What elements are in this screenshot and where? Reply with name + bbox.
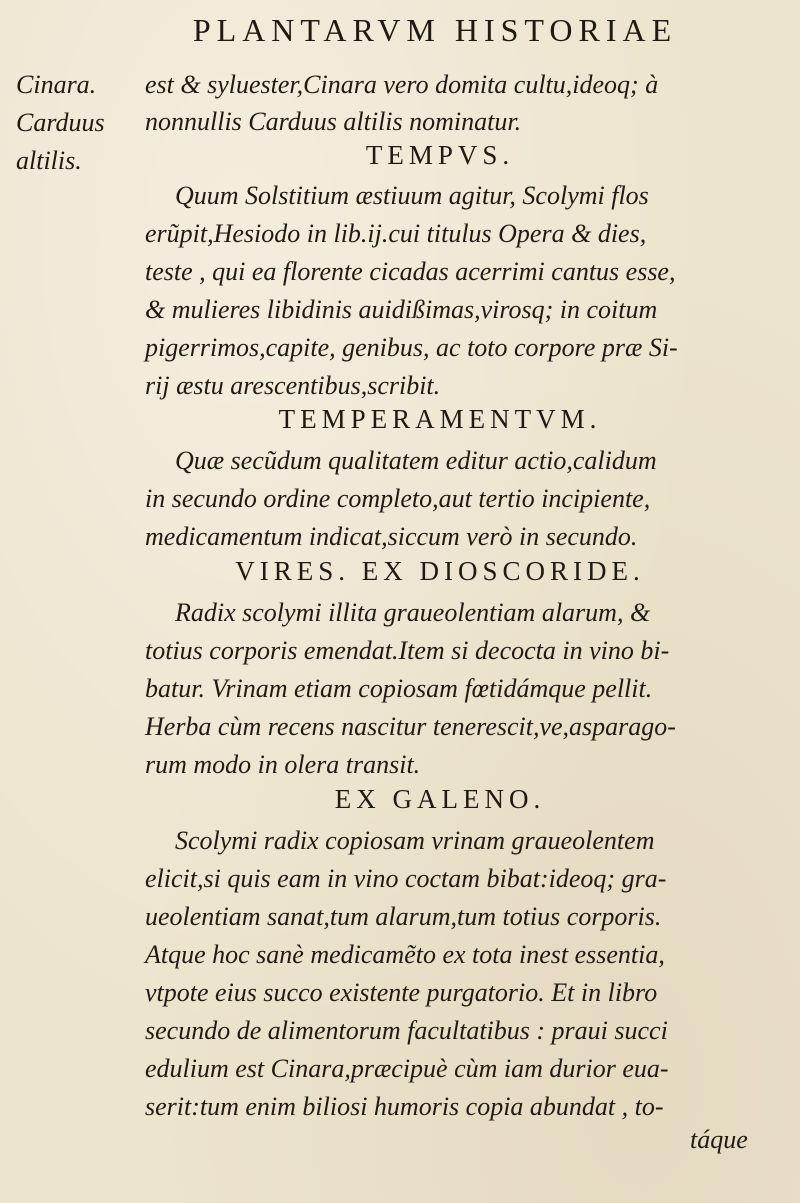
text-line: in secundo ordine completo,aut tertio incipiente,	[145, 484, 651, 513]
section-heading-tempus: TEMPVS.	[365, 140, 515, 170]
margin-note: altilis.	[16, 146, 82, 175]
text-line: rij æstu arescentibus,scribit.	[145, 371, 441, 400]
text-line: & mulieres libidinis auidißimas,virosq; in coitum	[145, 295, 658, 324]
text-line: edulium est Cinara,præcipuè cùm iam durior eua-	[145, 1054, 669, 1083]
text-line: secundo de alimentorum facultatibus : praui succi	[145, 1016, 668, 1045]
text-line: Atque hoc sanè medicamẽto ex tota inest essentia,	[145, 940, 665, 969]
catchword: táque	[690, 1125, 748, 1154]
text-line: Scolymi radix copiosam vrinam graueolentem	[175, 826, 655, 855]
text-line: Radix scolymi illita graueolentiam alarum, &	[175, 598, 651, 627]
text-line: serit:tum enim biliosi humoris copia abundat , to-	[145, 1092, 664, 1121]
running-header: PLANTARVM HISTORIAE	[192, 12, 678, 48]
section-heading-galeno: EX GALENO.	[334, 784, 546, 814]
text-line: medicamentum indicat,siccum verò in secundo.	[145, 522, 638, 551]
text-line: pigerrimos,capite, genibus, ac toto corpore præ Si-	[145, 333, 678, 362]
text-line: erũpit,Hesiodo in lib.ij.cui titulus Opera & dies,	[145, 219, 647, 248]
section-heading-vires: VIRES. EX DIOSCORIDE.	[235, 556, 645, 586]
section-heading-temperamentum: TEMPERAMENTVM.	[278, 404, 602, 434]
text-line: Quum Solstitium æstiuum agitur, Scolymi flos	[175, 181, 649, 210]
text-line: vtpote eius succo existente purgatorio. Et in libro	[145, 978, 658, 1007]
text-line: est & syluester,Cinara vero domita cultu,ideoq; à	[145, 70, 659, 99]
text-line: Quæ secũdum qualitatem editur actio,calidum	[175, 446, 657, 475]
text-line: rum modo in olera transit.	[145, 750, 421, 779]
text-line: Herba cùm recens nascitur tenerescit,ve,asparago-	[145, 712, 676, 741]
text-line: teste , qui ea florente cicadas acerrimi cantus esse,	[145, 257, 676, 286]
margin-note: Carduus	[16, 108, 105, 137]
text-line: elicit,si quis eam in vino coctam bibat:ideoq; gra-	[145, 864, 667, 893]
text-line: batur. Vrinam etiam copiosam fœtidámque pellit.	[145, 674, 653, 703]
text-line: ueolentiam sanat,tum alarum,tum totius corporis.	[145, 902, 662, 931]
margin-note: Cinara.	[16, 70, 97, 99]
text-line: totius corporis emendat.Item si decocta in vino bi-	[145, 636, 670, 665]
text-line: nonnullis Carduus altilis nominatur.	[145, 107, 522, 136]
